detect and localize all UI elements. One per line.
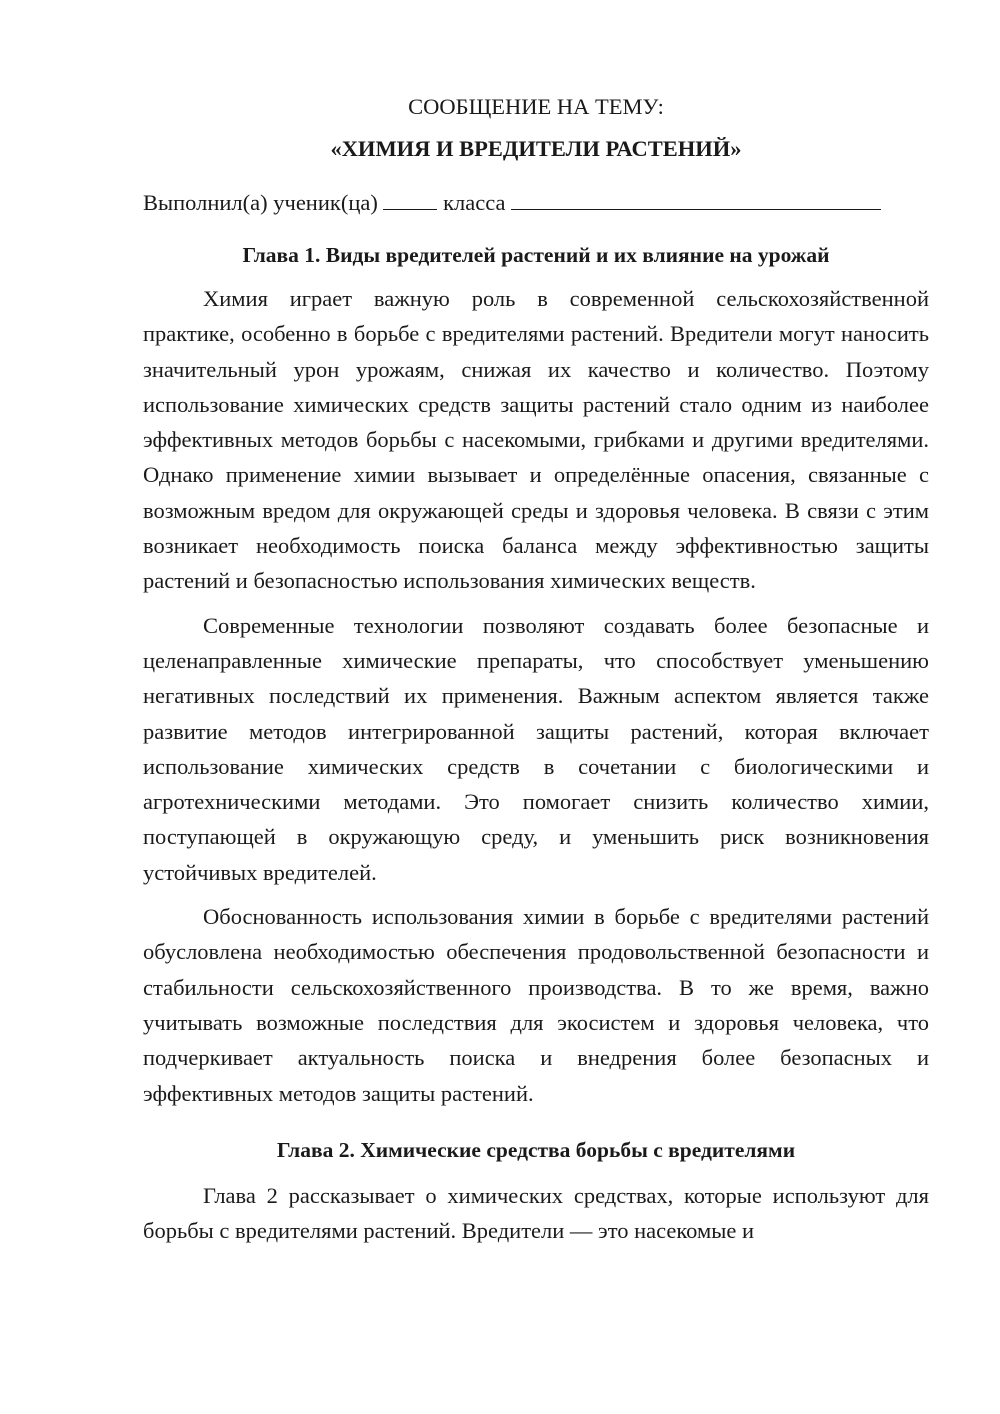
- document-title: «ХИМИЯ И ВРЕДИТЕЛИ РАСТЕНИЙ»: [330, 136, 742, 161]
- document-header: СООБЩЕНИЕ НА ТЕМУ:: [408, 94, 664, 119]
- performer-label: Выполнил(а) ученик(ца): [143, 190, 378, 215]
- chapter1-paragraph-1: Химия играет важную роль в современной сельскохозяйственной практике, особенно в борьбе с вредителями растений. Вредители могут наносить значительный урон урожаям, снижая их качество и количество. Поэтому использование химических средств защиты растений стало одним из наиболее эффективных методов борьбы с насекомыми, грибками и другими вредителями. Однако применение химии вызывает и определённые опасения, связанные с возможным вредом для окружающей среды и здоровья человека. В связи с этим возникает необходимость поиска баланса между эффективностью защиты растений и безопасностью использования химических веществ.: [143, 286, 929, 594]
- chapter1-paragraph-3: Обоснованность использования химии в борьбе с вредителями растений обусловлена необходимостью обеспечения продовольственной безопасности и стабильности сельскохозяйственного производства. В то же время, важно учитывать возможные последствия для экосистем и здоровья человека, что подчеркивает актуальность поиска и внедрения более безопасных и эффективных методов защиты растений.: [143, 904, 929, 1106]
- chapter2-heading: Глава 2. Химические средства борьбы с вредителями: [276, 1137, 796, 1162]
- class-label: класса: [443, 190, 506, 215]
- performer-line: [143, 187, 929, 218]
- document-page: [143, 92, 929, 1248]
- chapter1-heading: Глава 1. Виды вредителей растений и их влияние на урожай: [242, 243, 830, 267]
- grade-blank: [383, 187, 437, 210]
- chapter1-paragraph-2: Современные технологии позволяют создавать более безопасные и целенаправленные химические препараты, что способствует уменьшению негативных последствий их применения. Важным аспектом является также развитие методов интегрированной защиты растений, которая включает использование химических средств в сочетании с биологическими и агротехническими методами. Это помогает снизить количество химии, поступающей в окружающую среду, и уменьшить риск возникновения устойчивых вредителей.: [143, 612, 929, 885]
- chapter2-paragraph-1: Глава 2 рассказывает о химических средствах, которые используют для борьбы с вредителями растений. Вредители — это насекомые и: [143, 1182, 929, 1244]
- class-name-blank: [511, 187, 881, 210]
